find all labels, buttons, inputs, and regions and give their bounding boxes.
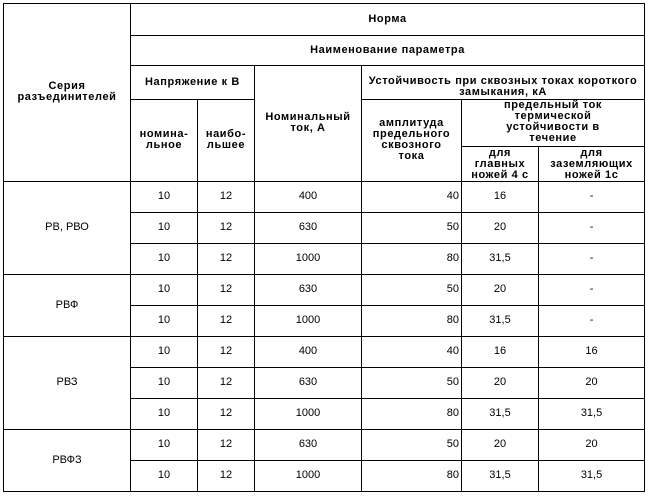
u-max-cell: 12 (198, 398, 255, 429)
ground-knives-label: для заземляющих ножей 1с (550, 146, 633, 181)
ground-knives-cell: 31,5 (539, 460, 645, 491)
u-max-cell: 12 (198, 460, 255, 491)
series-header-label: Серия разъединителей (17, 80, 117, 104)
voltage-nominal-header (131, 100, 198, 182)
amplitude-cell: 80 (362, 460, 462, 491)
main-knives-cell: 20 (462, 429, 539, 460)
u-max-cell: 12 (198, 274, 255, 305)
main-knives-cell: 31,5 (462, 460, 539, 491)
amplitude-cell: 40 (362, 181, 462, 212)
main-knives-cell: 20 (462, 274, 539, 305)
amplitude-cell: 40 (362, 336, 462, 367)
u-max-cell: 12 (198, 181, 255, 212)
main-knives-header (462, 146, 539, 181)
u-nom-cell: 10 (131, 460, 198, 491)
series-cell (4, 181, 131, 274)
u-nom-cell: 10 (131, 181, 198, 212)
ground-knives-cell: 31,5 (539, 398, 645, 429)
series-cell (4, 274, 131, 336)
series-header (4, 4, 131, 182)
current-cell: 1000 (255, 305, 362, 336)
u-max-cell: 12 (198, 367, 255, 398)
table-row (4, 274, 645, 305)
u-max-cell: 12 (198, 212, 255, 243)
voltage-header (131, 66, 255, 100)
u-max-cell: 12 (198, 429, 255, 460)
amplitude-cell: 80 (362, 398, 462, 429)
series-cell (4, 336, 131, 429)
current-cell: 630 (255, 274, 362, 305)
series-cell (4, 429, 131, 491)
amplitude-cell: 50 (362, 429, 462, 460)
current-cell: 400 (255, 336, 362, 367)
ground-knives-header (539, 146, 645, 181)
amplitude-cell: 50 (362, 212, 462, 243)
u-nom-cell: 10 (131, 305, 198, 336)
amplitude-label: амплитуда предельного сквозного тока (372, 117, 451, 163)
current-cell: 630 (255, 367, 362, 398)
norm-header-label: Норма (368, 13, 407, 26)
stability-header (362, 66, 645, 100)
current-cell: 630 (255, 429, 362, 460)
series-name: РВ, РВО (45, 221, 89, 234)
rated-current-label: Номинальный ток, А (265, 111, 351, 135)
thermal-header (462, 100, 645, 147)
ground-knives-cell: - (539, 212, 645, 243)
disconnector-norms-table (3, 3, 645, 492)
ground-knives-cell: - (539, 305, 645, 336)
amplitude-header (362, 100, 462, 182)
current-cell: 630 (255, 212, 362, 243)
u-max-cell: 12 (198, 243, 255, 274)
main-knives-cell: 20 (462, 212, 539, 243)
u-nom-cell: 10 (131, 274, 198, 305)
main-knives-cell: 31,5 (462, 305, 539, 336)
current-cell: 1000 (255, 243, 362, 274)
rated-current-header (255, 66, 362, 182)
voltage-nominal-label-2: льное (145, 139, 183, 152)
u-nom-cell: 10 (131, 243, 198, 274)
series-name: РВФЗ (52, 453, 82, 466)
ground-knives-cell: 16 (539, 336, 645, 367)
param-name-label: Наименование параметра (310, 44, 465, 57)
table-row (4, 181, 645, 212)
current-cell: 1000 (255, 398, 362, 429)
stability-label: Устойчивость при сквозных токах короткого замыкания, кА (368, 75, 638, 99)
amplitude-cell: 50 (362, 274, 462, 305)
main-knives-cell: 20 (462, 367, 539, 398)
ground-knives-cell: - (539, 243, 645, 274)
u-nom-cell: 10 (131, 367, 198, 398)
u-max-cell: 12 (198, 305, 255, 336)
current-cell: 1000 (255, 460, 362, 491)
current-cell: 400 (255, 181, 362, 212)
voltage-max-label-1: наибо- (205, 128, 247, 141)
ground-knives-cell: 20 (539, 429, 645, 460)
norm-header (131, 4, 645, 36)
ground-knives-cell: - (539, 181, 645, 212)
thermal-label: предельный ток термической устойчивости в течение (503, 99, 603, 145)
amplitude-cell: 50 (362, 367, 462, 398)
param-name-header (131, 36, 645, 66)
voltage-nominal-label-1: номина- (139, 128, 189, 141)
u-nom-cell: 10 (131, 429, 198, 460)
series-name: РВЗ (56, 376, 78, 389)
voltage-max-label-2: льшее (206, 139, 246, 152)
ground-knives-cell: - (539, 274, 645, 305)
ground-knives-cell: 20 (539, 367, 645, 398)
series-name: РВФ (55, 298, 79, 311)
voltage-max-header (198, 100, 255, 182)
main-knives-label: для главных ножей 4 с (471, 146, 529, 181)
table-row (4, 429, 645, 460)
amplitude-cell: 80 (362, 305, 462, 336)
u-nom-cell: 10 (131, 336, 198, 367)
u-nom-cell: 10 (131, 398, 198, 429)
main-knives-cell: 16 (462, 181, 539, 212)
amplitude-cell: 80 (362, 243, 462, 274)
main-knives-cell: 31,5 (462, 243, 539, 274)
u-max-cell: 12 (198, 336, 255, 367)
voltage-header-label: Напряжение к В (145, 76, 240, 89)
u-nom-cell: 10 (131, 212, 198, 243)
table-row (4, 336, 645, 367)
main-knives-cell: 31,5 (462, 398, 539, 429)
main-knives-cell: 16 (462, 336, 539, 367)
